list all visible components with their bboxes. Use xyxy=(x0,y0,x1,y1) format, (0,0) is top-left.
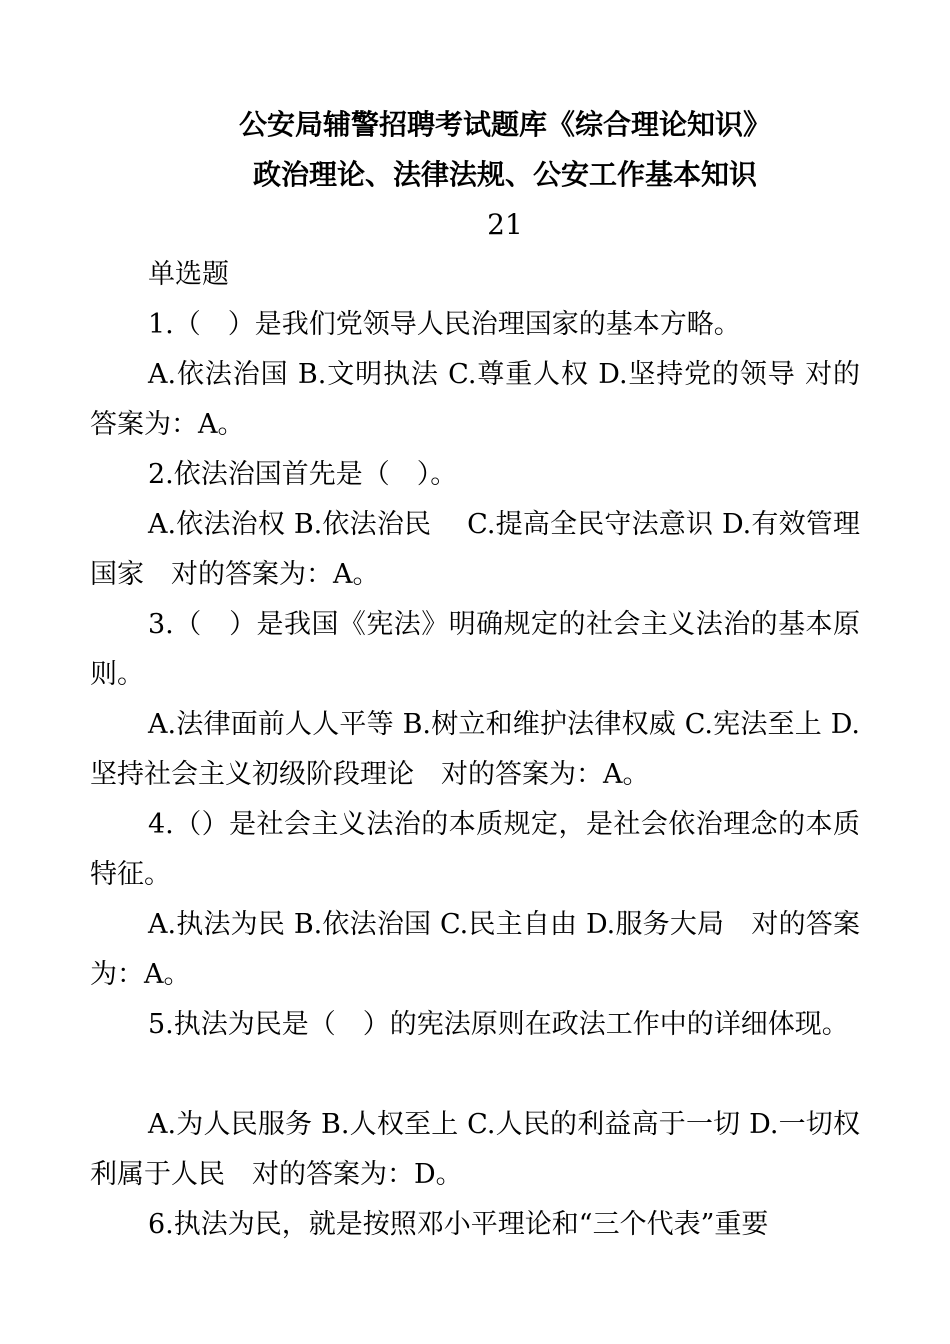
document-subtitle: 政治理论、法律法规、公安工作基本知识 xyxy=(252,158,757,191)
question-4: 4.（）是社会主义法治的本质规定，是社会依治理念的本质特征。 xyxy=(90,809,860,890)
document-number: 21 xyxy=(487,208,523,241)
question-3: 3.（ ）是我国《宪法》明确规定的社会主义法治的基本原则。 xyxy=(90,609,860,690)
question-5: 5.执法为民是（ ）的宪法原则在政法工作中的详细体现。 xyxy=(148,1009,849,1040)
section-heading: 单选题 xyxy=(148,259,229,290)
options-3: A.法律面前人人平等 B.树立和维护法律权威 C.宪法至上 D.坚持社会主义初级阶段理论 对的答案为：A。 xyxy=(90,709,860,790)
options-1: A.依法治国 B.文明执法 C.尊重人权 D.坚持党的领导 对的答案为：A。 xyxy=(90,359,860,440)
options-4: A.执法为民 B.依法治国 C.民主自由 D.服务大局 对的答案为：A。 xyxy=(90,909,860,990)
options-5: A.为人民服务 B.人权至上 C.人民的利益高于一切 D.一切权利属于人民 对的答案为：D。 xyxy=(90,1109,860,1190)
document-title: 公安局辅警招聘考试题库《综合理论知识》 xyxy=(238,108,771,141)
question-6: 6.执法为民，就是按照邓小平理论和“三个代表”重要 xyxy=(148,1209,769,1240)
question-2: 2.依法治国首先是（ ）。 xyxy=(148,459,458,490)
question-1: 1.（ ）是我们党领导人民治理国家的基本方略。 xyxy=(148,309,741,340)
options-2: A.依法治权 B.依法治民 C.提高全民守法意识 D.有效管理国家 对的答案为：A。 xyxy=(90,509,860,590)
